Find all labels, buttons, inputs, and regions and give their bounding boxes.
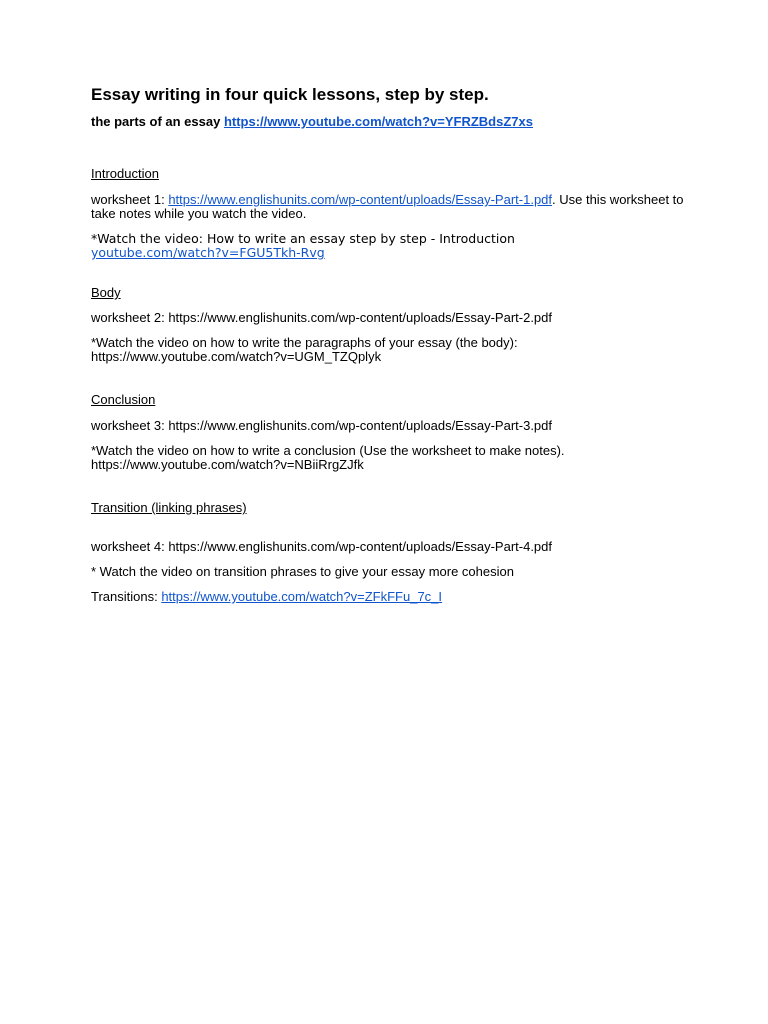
introduction-heading: Introduction: [91, 166, 159, 181]
introduction-section: [91, 166, 691, 260]
transitions-line: [91, 590, 691, 604]
introduction-worksheet: [91, 193, 691, 221]
introduction-worksheet-prefix: worksheet 1:: [91, 192, 169, 207]
body-worksheet: worksheet 2: https://www.englishunits.com/wp-content/uploads/Essay-Part-2.pdf: [91, 310, 552, 325]
body-section: [91, 285, 691, 364]
transition-worksheet: worksheet 4: https://www.englishunits.com/wp-content/uploads/Essay-Part-4.pdf: [91, 539, 552, 554]
introduction-video-text: *Watch the video: How to write an essay step by step - Introduction: [91, 231, 515, 246]
subtitle-prefix: the parts of an essay: [91, 114, 224, 129]
body-heading: Body: [91, 285, 121, 300]
introduction-worksheet-suffix: . Use this worksheet to take notes while you watch the video.: [91, 192, 684, 221]
document-subtitle: [91, 114, 691, 130]
conclusion-worksheet: worksheet 3: https://www.englishunits.com/wp-content/uploads/Essay-Part-3.pdf: [91, 418, 552, 433]
conclusion-video-url: https://www.youtube.com/watch?v=NBiiRrgZJfk: [91, 457, 364, 472]
introduction-video: [91, 232, 691, 260]
body-video-text: *Watch the video on how to write the paragraphs of your essay (the body):: [91, 335, 518, 350]
body-video: [91, 336, 691, 364]
transitions-prefix: Transitions:: [91, 589, 162, 604]
conclusion-video: [91, 444, 691, 472]
conclusion-section: [91, 392, 691, 472]
document-page: [91, 84, 691, 604]
conclusion-heading: Conclusion: [91, 392, 156, 407]
transitions-youtube-link[interactable]: https://www.youtube.com/watch?v=ZFkFFu_7c_I: [161, 589, 443, 604]
document-title: Essay writing in four quick lessons, step by step.: [91, 85, 489, 104]
transition-video: * Watch the video on transition phrases to give your essay more cohesion: [91, 564, 514, 579]
body-video-url: https://www.youtube.com/watch?v=UGM_TZQplyk: [91, 349, 382, 364]
transition-section: [91, 500, 691, 604]
introduction-worksheet-link[interactable]: https://www.englishunits.com/wp-content/uploads/Essay-Part-1.pdf: [168, 192, 553, 207]
subtitle-youtube-link[interactable]: https://www.youtube.com/watch?v=YFRZBdsZ7xs: [223, 114, 533, 129]
transition-heading: Transition (linking phrases): [91, 500, 247, 515]
conclusion-video-text: *Watch the video on how to write a conclusion (Use the worksheet to make notes).: [91, 443, 565, 458]
introduction-video-link[interactable]: youtube.com/watch?v=FGU5Tkh-Rvg: [91, 245, 325, 260]
